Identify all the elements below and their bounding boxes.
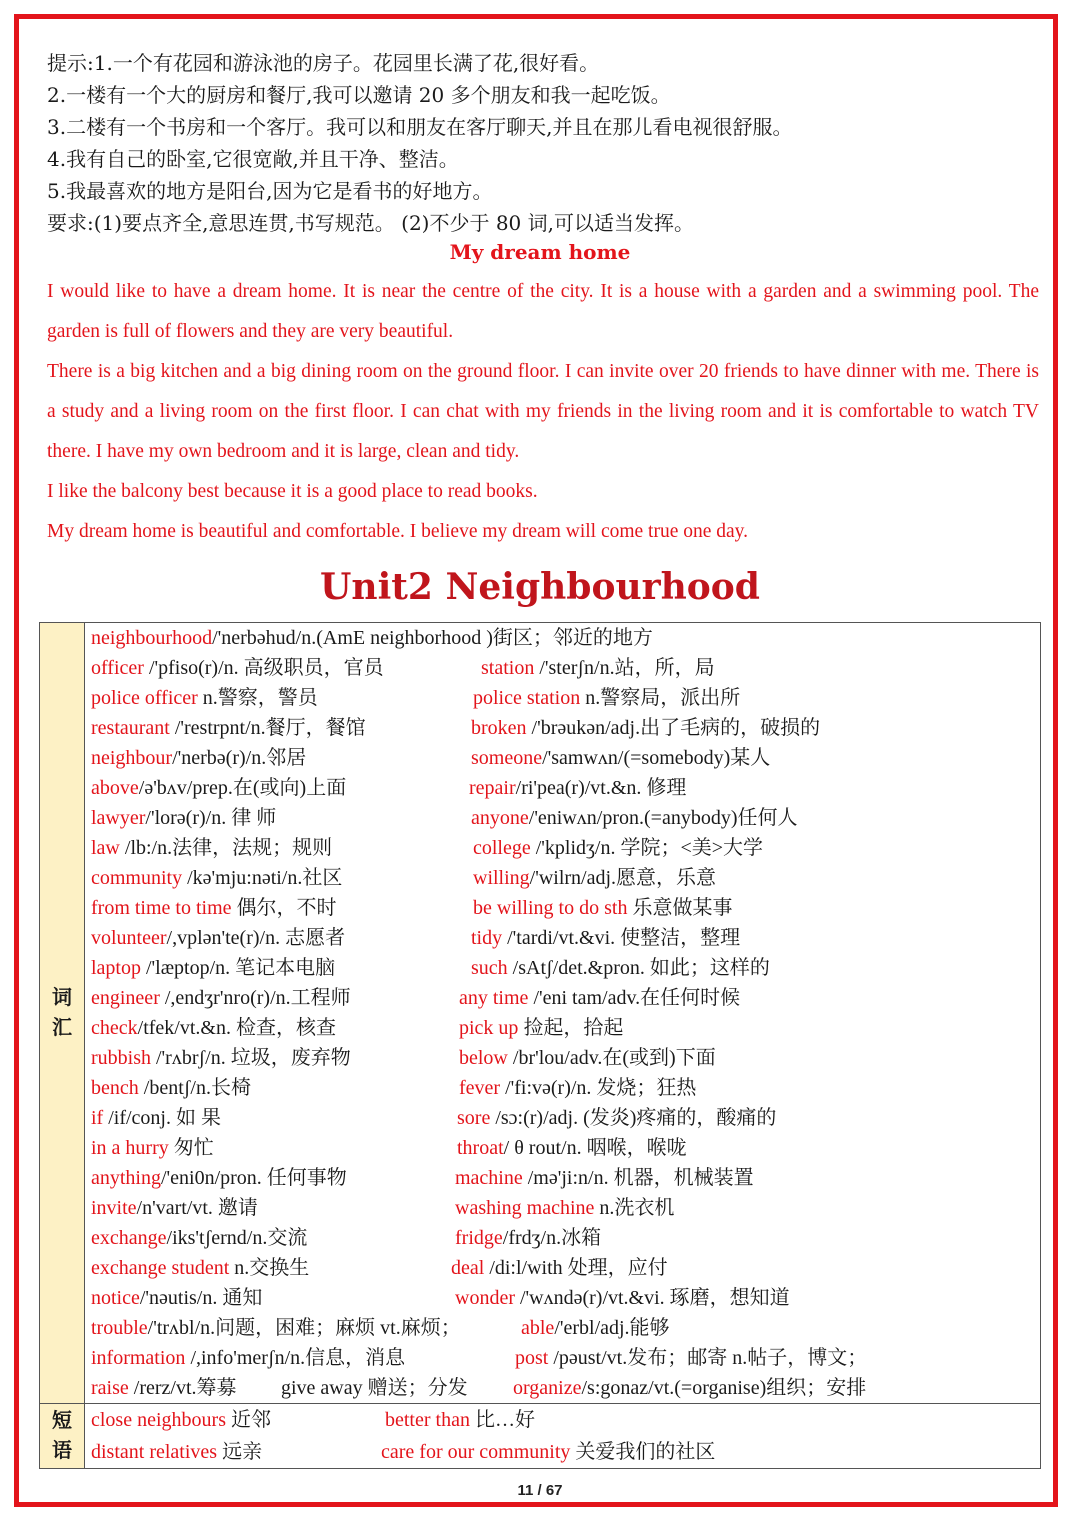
vocab-entry [455, 1193, 674, 1223]
vocab-row [85, 1133, 1040, 1163]
vocab-row [85, 623, 1040, 653]
vocab-definition: /'nerbə(r)/n.邻居 [172, 747, 307, 769]
vocab-entry [91, 773, 346, 803]
vocab-term: sore [457, 1107, 491, 1129]
vocab-definition: /tfek/vt.&n. 检查，核查 [137, 1017, 336, 1039]
vocab-term: police station [473, 687, 581, 709]
vocab-definition: /sAtʃ/det.&pron. 如此；这样的 [507, 957, 770, 979]
vocab-definition: /'nəutis/n. 通知 [139, 1287, 263, 1309]
essay-paragraph: I would like to have a dream home. It is near the centre of the city. It is a house with a garden and a swimming pool. The garden is full of flowers and they are very beautiful. [47, 281, 1039, 342]
vocab-entry [91, 1193, 258, 1223]
vocab-row [85, 743, 1040, 773]
vocab-term: willing [473, 867, 530, 889]
vocab-definition: /rerz/vt.筹募 [128, 1377, 237, 1399]
phrase-label-char: 短 [52, 1410, 72, 1432]
vocabulary-section [40, 623, 1041, 1404]
vocab-term: anything [91, 1167, 161, 1189]
vocab-term: college [473, 837, 531, 859]
vocab-definition: /bentʃ/n.长椅 [138, 1077, 251, 1099]
vocab-definition: /br'lou/adv.在(或到)下面 [507, 1047, 716, 1069]
vocab-entry [481, 653, 715, 683]
essay-title: My dream home [449, 240, 631, 264]
vocab-definition: /,endʒr'nro(r)/n.工程师 [159, 987, 351, 1009]
vocab-term: be willing to do sth [473, 897, 628, 919]
vocab-definition: /iks'tʃernd/n.交流 [166, 1227, 308, 1249]
vocab-entry [91, 1103, 221, 1133]
vocab-term: in a hurry [91, 1137, 169, 1159]
vocab-entry [91, 623, 653, 653]
vocab-definition: /'lorə(r)/n. 律 师 [145, 807, 277, 829]
vocab-entry [451, 1253, 668, 1283]
vocab-row [85, 1373, 1040, 1403]
vocab-entry [91, 713, 366, 743]
vocab-row [85, 1313, 1040, 1343]
vocab-row [85, 803, 1040, 833]
vocab-definition: /kə'mju:nəti/n.社区 [182, 867, 343, 889]
vocab-term: neighbour [91, 747, 173, 769]
vocab-term: post [515, 1347, 549, 1369]
vocab-entry [459, 983, 740, 1013]
vocab-row [85, 1013, 1040, 1043]
vocab-row [85, 1253, 1040, 1283]
vocab-definition: /if/conj. 如 果 [103, 1107, 221, 1129]
vocab-term: fridge [455, 1227, 503, 1249]
page-number: 11 / 67 [517, 1482, 563, 1499]
essay-paragraph: I like the balcony best because it is a good place to read books. [47, 481, 538, 502]
vocab-term: anyone [471, 807, 529, 829]
phrase-entry [91, 1404, 271, 1436]
vocab-term: engineer [91, 987, 160, 1009]
phrase-entry [385, 1404, 535, 1436]
phrase-list-cell [85, 1404, 1041, 1469]
vocab-entry [91, 863, 342, 893]
vocab-row [85, 1103, 1040, 1133]
vocabulary-label [40, 623, 85, 1404]
vocab-definition: /s:gonaz/vt.(=organise)组织；安排 [581, 1377, 867, 1399]
vocab-definition: /'fi:və(r)/n. 发烧；狂热 [500, 1077, 697, 1099]
vocab-term: organize [513, 1377, 582, 1399]
vocab-term: exchange student [91, 1257, 230, 1279]
vocab-entry [91, 683, 318, 713]
vocab-term: community [91, 867, 183, 889]
vocab-entry [513, 1373, 866, 1403]
vocab-entry [471, 923, 740, 953]
vocab-entry [471, 953, 770, 983]
prompt-line: 3.二楼有一个书房和一个客厅。我可以和朋友在客厅聊天,并且在那儿看电视很舒服。 [47, 115, 793, 139]
vocab-definition: /,vplən'te(r)/n. 志愿者 [166, 927, 346, 949]
vocab-row [85, 1193, 1040, 1223]
vocab-entry [91, 1013, 336, 1043]
vocab-definition: /ri'pea(r)/vt.&n. 修理 [515, 777, 687, 799]
vocab-definition: /'rʌbrʃ/n. 垃圾，废弃物 [151, 1047, 351, 1069]
vocab-definition: 匆忙 [168, 1137, 214, 1159]
vocabulary-list-cell [85, 623, 1041, 1404]
vocab-row [85, 1073, 1040, 1103]
vocab-term: officer [91, 657, 144, 679]
vocab-definition: give away 赠送；分发 [281, 1377, 468, 1399]
phrase-definition: 近邻 [225, 1409, 271, 1431]
vocab-term: invite [91, 1197, 137, 1219]
vocab-entry [91, 923, 345, 953]
vocab-definition: /'pfiso(r)/n. 高级职员，官员 [143, 657, 384, 679]
vocab-term: laptop [91, 957, 141, 979]
vocab-row [85, 983, 1040, 1013]
phrase-definition: 远亲 [217, 1441, 263, 1463]
vocab-definition: /'wʌndə(r)/vt.&vi. 琢磨，想知道 [514, 1287, 790, 1309]
vocab-term: neighbourhood [91, 627, 213, 649]
vocab-term: machine [455, 1167, 523, 1189]
vocab-term: raise [91, 1377, 129, 1399]
vocab-definition: n.警察局，派出所 [580, 687, 741, 709]
vocab-definition: 乐意做某事 [627, 897, 733, 919]
vocab-definition: /'læptop/n. 笔记本电脑 [141, 957, 336, 979]
vocab-entry [91, 743, 306, 773]
phrase-entry [91, 1436, 262, 1468]
vocab-term: police officer [91, 687, 198, 709]
vocab-definition: 捡起，拾起 [518, 1017, 624, 1039]
vocab-entry [473, 863, 716, 893]
vocab-definition: /di:l/with 处理，应付 [484, 1257, 668, 1279]
vocab-entry [457, 1103, 776, 1133]
vocab-term: someone [471, 747, 543, 769]
vocab-term: exchange [91, 1227, 167, 1249]
vocab-term: throat [457, 1137, 504, 1159]
vocab-term: law [91, 837, 120, 859]
vocab-entry [469, 773, 686, 803]
vocabulary-list [85, 623, 1040, 1403]
vocab-entry [515, 1343, 867, 1373]
essay-paragraph: There is a big kitchen and a big dining room on the ground floor. I can invite over 20 friends to have dinner with me. There is a study and a living room on the first floor. I can chat with my friends in the living room and it is comfortable to watch TV there. I have my own bedroom and it is large, clean and tidy. [47, 361, 1039, 462]
vocabulary-label-char: 汇 [52, 1017, 72, 1039]
vocab-term: from time to time [91, 897, 232, 919]
vocab-definition: n.洗衣机 [594, 1197, 675, 1219]
vocab-term: tidy [471, 927, 503, 949]
model-essay [47, 272, 1039, 552]
vocab-definition: /,info'merʃn/n.信息，消息 [185, 1347, 406, 1369]
vocab-row [85, 653, 1040, 683]
vocab-entry [91, 1133, 214, 1163]
vocab-definition: 偶尔，不时 [231, 897, 337, 919]
vocab-definition: /n'vart/vt. 邀请 [136, 1197, 258, 1219]
vocab-definition: /'eni0n/pron. 任何事物 [161, 1167, 347, 1189]
vocab-term: able [521, 1317, 555, 1339]
vocab-entry [459, 1043, 716, 1073]
phrase-definition: 关爱我们的社区 [570, 1441, 716, 1463]
phrase-row [85, 1436, 1040, 1468]
vocab-row [85, 1223, 1040, 1253]
vocab-term: above [91, 777, 139, 799]
vocabulary-table [39, 622, 1041, 1469]
vocabulary-label-char: 词 [52, 987, 72, 1009]
vocab-row [85, 683, 1040, 713]
vocab-definition: /'sterʃn/n.站，所，局 [534, 657, 715, 679]
phrase-section [40, 1404, 1041, 1469]
vocab-definition: /'eni tam/adv.在任何时候 [528, 987, 741, 1009]
vocab-definition: /'wilrn/adj.愿意，乐意 [529, 867, 717, 889]
vocab-entry [91, 1073, 251, 1103]
phrase-label-char: 语 [52, 1440, 72, 1462]
vocab-term: station [481, 657, 535, 679]
vocab-term: wonder [455, 1287, 515, 1309]
vocab-term: check [91, 1017, 138, 1039]
vocab-row [85, 1343, 1040, 1373]
vocab-entry [91, 953, 335, 983]
vocab-entry [91, 983, 351, 1013]
vocab-entry [91, 833, 332, 863]
vocab-term: if [91, 1107, 104, 1129]
phrase-entry [381, 1436, 715, 1468]
phrase-term: better than [385, 1409, 470, 1431]
vocab-definition: / θ rout/n. 咽喉，喉咙 [503, 1137, 687, 1159]
vocab-definition: /'erbl/adj.能够 [554, 1317, 670, 1339]
vocab-term: such [471, 957, 508, 979]
phrase-list [85, 1404, 1040, 1468]
phrase-row [85, 1404, 1040, 1436]
prompt-line: 要求:(1)要点齐全,意思连贯,书写规范。 (2)不少于 80 词,可以适当发挥。 [47, 211, 694, 235]
vocab-entry [91, 1283, 262, 1313]
vocab-definition: /pəust/vt.发布；邮寄 n.帖子，博文； [548, 1347, 868, 1369]
vocab-entry [91, 1043, 351, 1073]
prompt-line: 4.我有自己的卧室,它很宽敞,并且干净、整洁。 [47, 147, 459, 171]
vocab-definition: n.警察，警员 [197, 687, 318, 709]
vocab-entry [91, 1313, 461, 1343]
vocab-definition: /mə'ji:n/n. 机器，机械装置 [522, 1167, 754, 1189]
prompt-line: 5.我最喜欢的地方是阳台,因为它是看书的好地方。 [47, 179, 493, 203]
vocab-entry [471, 713, 820, 743]
vocab-entry [91, 803, 276, 833]
vocab-row [85, 863, 1040, 893]
vocab-term: information [91, 1347, 186, 1369]
vocab-definition: /lb:/n.法律，法规；规则 [119, 837, 333, 859]
vocab-row [85, 713, 1040, 743]
phrase-definition: 比…好 [469, 1409, 535, 1431]
vocab-entry [473, 833, 763, 863]
vocab-row [85, 923, 1040, 953]
phrase-term: distant relatives [91, 1441, 218, 1463]
vocab-entry [455, 1283, 790, 1313]
vocab-definition: /'samwʌn/(=somebody)某人 [542, 747, 771, 769]
vocab-row [85, 893, 1040, 923]
phrase-label [40, 1404, 85, 1469]
vocab-entry [91, 1163, 347, 1193]
vocab-term: bench [91, 1077, 139, 1099]
vocab-entry [473, 893, 732, 923]
vocab-term: lawyer [91, 807, 146, 829]
vocab-entry [91, 653, 384, 683]
vocab-term: repair [469, 777, 516, 799]
vocab-row [85, 1283, 1040, 1313]
vocab-entry [473, 683, 740, 713]
vocab-entry [521, 1313, 670, 1343]
vocab-row [85, 773, 1040, 803]
vocab-definition: /'restrpnt/n.餐厅，餐馆 [169, 717, 366, 739]
vocab-term: trouble [91, 1317, 148, 1339]
vocab-entry [91, 1223, 307, 1253]
vocab-row [85, 1043, 1040, 1073]
vocab-term: broken [471, 717, 527, 739]
unit-title: Unit2 Neighbourhood [320, 566, 760, 608]
vocab-term: washing machine [455, 1197, 595, 1219]
vocab-definition: /'nerbəhud/n.(AmE neighborhood )街区；邻近的地方 [212, 627, 653, 649]
vocab-term: rubbish [91, 1047, 151, 1069]
vocab-definition: /'brəukən/adj.出了毛病的，破损的 [526, 717, 821, 739]
vocab-entry [457, 1133, 687, 1163]
vocab-entry [459, 1013, 623, 1043]
phrase-term: close neighbours [91, 1409, 226, 1431]
vocab-row [85, 1163, 1040, 1193]
vocab-definition: n.交换生 [229, 1257, 310, 1279]
vocab-term: fever [459, 1077, 501, 1099]
vocab-definition: /ə'bʌv/prep.在(或向)上面 [138, 777, 347, 799]
vocab-entry [455, 1223, 601, 1253]
vocab-entry [455, 1163, 754, 1193]
phrase-term: care for our community [381, 1441, 571, 1463]
vocab-definition: /'kplidʒ/n. 学院；<美>大学 [530, 837, 764, 859]
vocab-entry [91, 1343, 405, 1373]
vocab-entry [281, 1373, 468, 1403]
essay-paragraph: My dream home is beautiful and comfortable. I believe my dream will come true one day. [47, 521, 749, 542]
vocab-term: any time [459, 987, 529, 1009]
vocab-definition: /sɔ:(r)/adj. (发炎)疼痛的，酸痛的 [490, 1107, 777, 1129]
vocab-entry [91, 1373, 237, 1403]
vocab-term: deal [451, 1257, 485, 1279]
vocab-row [85, 833, 1040, 863]
prompt-line: 提示:1.一个有花园和游泳池的房子。花园里长满了花,很好看。 [47, 51, 600, 75]
vocab-term: notice [91, 1287, 140, 1309]
vocab-definition: /'eniwʌn/pron.(=anybody)任何人 [528, 807, 798, 829]
vocab-term: volunteer [91, 927, 167, 949]
vocab-definition: /frdʒ/n.冰箱 [502, 1227, 602, 1249]
vocab-term: pick up [459, 1017, 519, 1039]
vocab-term: restaurant [91, 717, 170, 739]
vocab-definition: /'tardi/vt.&vi. 使整洁，整理 [502, 927, 741, 949]
prompt-line: 2.一楼有一个大的厨房和餐厅,我可以邀请 20 多个朋友和我一起吃饭。 [47, 83, 671, 107]
vocab-row [85, 953, 1040, 983]
vocab-entry [91, 1253, 309, 1283]
vocab-definition: /'trʌbl/n.问题，困难；麻烦 vt.麻烦； [147, 1317, 461, 1339]
vocab-entry [471, 743, 770, 773]
vocab-entry [471, 803, 798, 833]
vocab-term: below [459, 1047, 508, 1069]
vocab-entry [91, 893, 337, 923]
vocab-entry [459, 1073, 696, 1103]
